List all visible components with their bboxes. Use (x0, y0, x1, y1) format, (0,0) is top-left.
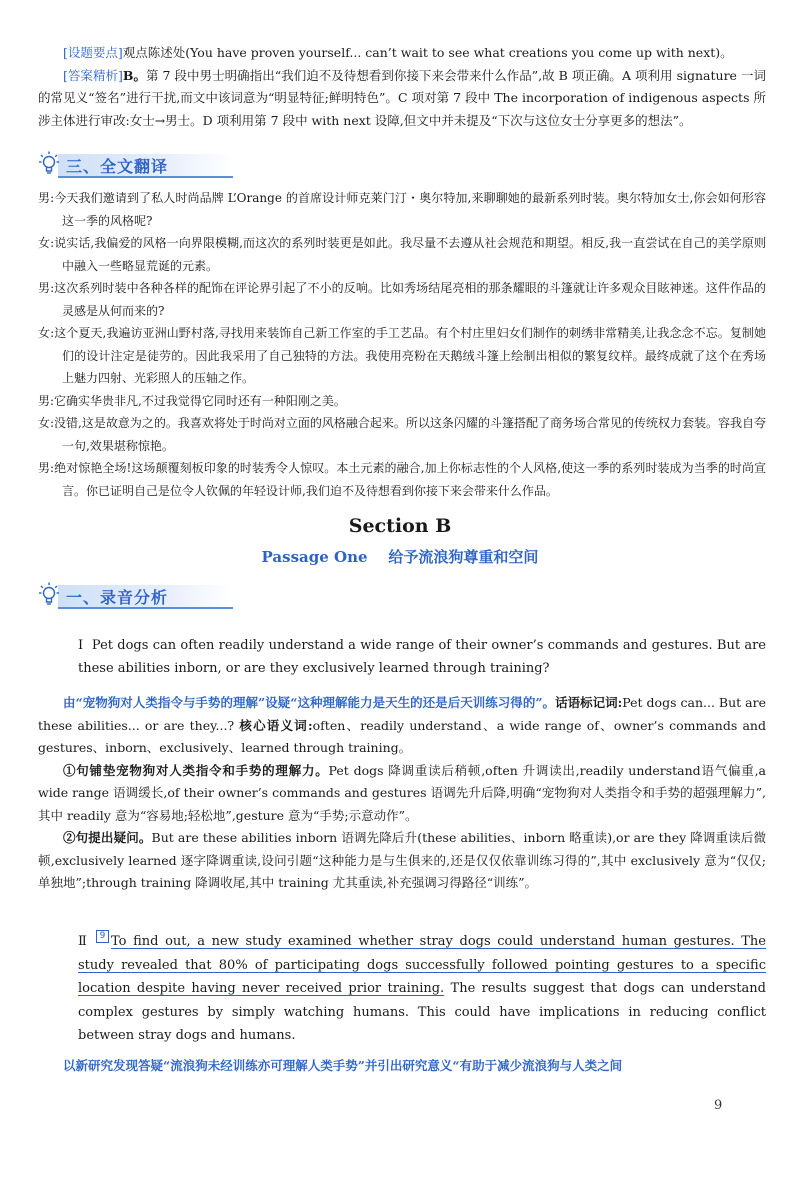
paragraph-2-rest: The results suggest that dogs can understand complex gestures by simply watching humans. This could have implications in reducing conflict between stray dogs and humans. (78, 981, 766, 1043)
sentence-1-label: ①句铺垫宠物狗对人类指令和手势的理解力。 (63, 762, 329, 778)
translation-line: 男:这次系列时装中各种各样的配饰在评论界引起了不小的反响。比如秀场结尾亮相的那条耀眼的斗篷就让许多观众目眩神迷。这件作品的灵感是从何而来的? (38, 281, 766, 318)
answer-explanation-text: 第 7 段中男士明确指出“我们迫不及待想看到你接下来会带来什么作品”,故 B 项正确。A 项利用 signature 一词的常见义“签名”进行干扰,而文中该词意为“明显特征;鲜明特色”。C 项对第 7 段中 The incorporation of indigenous aspects 所涉主体进行审改:女士→男士。D 项利用第 7 段中 with next 设障,但文中并未提及“下次与这位女士分享更多的想法”。 (38, 67, 766, 128)
marker-label: 话语标记词: (555, 695, 623, 710)
sentence-1-analysis (38, 760, 766, 828)
answer-explanation-tag: [答案精析] (63, 67, 123, 83)
core-label: 核心语义词: (239, 717, 313, 733)
lightbulb-icon (38, 581, 60, 611)
sentence-2-analysis (38, 827, 766, 895)
answer-explanation-paragraph (38, 65, 766, 133)
heading-translation (38, 150, 228, 180)
lightbulb-icon (38, 150, 60, 180)
paragraph-2-analysis-text: 以新研究发现答疑“流浪狗未经训练亦可理解人类手势”并引出研究意义“有助于减少流浪狗与人类之间 (63, 1058, 623, 1073)
paragraph-2-analysis (38, 1055, 766, 1078)
passage-title-line (0, 546, 800, 567)
heading-recording-analysis (38, 581, 228, 611)
answer-letter: B。 (122, 67, 147, 83)
translation-line: 男:今天我们邀请到了私人时尚品牌 L’Orange 的首席设计师克莱门汀・奥尔特加,来聊聊她的最新系列时装。奥尔特加女士,你会如何形容这一季的风格呢? (38, 191, 766, 228)
translation-block (38, 187, 766, 502)
heading-recording-label: 一、录音分析 (66, 587, 169, 607)
translation-line: 女:说实话,我偏爱的风格一向界限模糊,而这次的系列时装更是如此。我尽量不去遵从社会规范和期望。相反,我一直尝试在自己的美学原则中融入一些略显荒诞的元素。 (38, 236, 766, 273)
translation-line: 女:这个夏天,我遍访亚洲山野村落,寻找用来装饰自己新工作室的手工艺品。有个村庄里妇女们制作的刺绣非常精美,让我念念不忘。复制她们的设计注定是徒劳的。因此我采用了自己独特的方法。我使用亮粉在天鹅绒斗篷上绘制出相似的繁复纹样。最终成就了这个在秀场上魅力四射、光彩照人的压轴之作。 (38, 326, 766, 385)
passage-paragraph-2-text (38, 930, 766, 1048)
answer-analysis-block (38, 42, 766, 132)
heading-translation-label: 三、全文翻译 (66, 156, 169, 176)
question-point-tag: [设题要点] (63, 45, 123, 60)
passage-paragraph-1 (38, 634, 766, 680)
section-title: Section B (348, 515, 452, 537)
passage-paragraph-2 (38, 930, 766, 1048)
paragraph-numeral: Ⅱ (78, 934, 90, 949)
sentence-2-text: But are these abilities inborn 语调先降后升(these abilities、inborn 略重读),or are they 降调重读后微顿,exclusively learned 逐字降调重读,设问引题“这种能力是与生俱来的,还是仅仅依靠训练习得的”,其中 exclusively 意为“仅仅;单独地”;through training 降调收尾,其中 training 尤其重读,补充强调习得路径“训练”。 (38, 830, 766, 890)
translation-line: 男:绝对惊艳全场!这场颠覆刻板印象的时装秀令人惊叹。本土元素的融合,加上你标志性的个人风格,使这一季的系列时装成为当季的时尚宣言。你已证明自己是位令人钦佩的年轻设计师,我们迫不及待想看到你接下来会带来什么作品。 (38, 461, 766, 498)
passage-paragraph-1-text (38, 634, 766, 680)
analysis-intro: 由“宠物狗对人类指令与手势的理解”设疑“这种理解能力是天生的还是后天训练习得的”。 (63, 695, 556, 710)
question-point-paragraph (38, 42, 766, 65)
analysis-intro-paragraph (38, 692, 766, 760)
core-text: often、readily understand、a wide range of、owner’s commands and gestures、inborn、exclusively、learned through training。 (38, 717, 766, 755)
paragraph-1-analysis (38, 692, 766, 895)
page-number: 9 (714, 1098, 723, 1113)
translation-line: 女:没错,这是故意为之的。我喜欢将处于时尚对立面的风格融合起来。所以这条闪耀的斗篷搭配了商务场合常见的传统权力套装。容我自夸一句,效果堪称惊艳。 (38, 416, 766, 453)
paragraph-numeral: Ⅰ (78, 638, 84, 653)
passage-label: Passage One (261, 548, 368, 566)
question-point-text: 观点陈述处(You have proven yourself... can’t wait to see what creations you come up with next)。 (122, 45, 733, 60)
paragraph-1-english: Pet dogs can often readily understand a wide range of their owner’s commands and gestures. But are these abilities inborn, or are they exclusively learned through training? (78, 638, 767, 676)
marker-text: Pet dogs can... But are these abilities... or are they...? (38, 695, 766, 733)
sentence-1-text: Pet dogs 降调重读后稍顿,often 升调读出,readily understand语气偏重,a wide range 语调缓长,of their owner’s commands and gestures 语调先升后降,明确“宠物狗对人类指令和手势的超强理解力”,其中 readily 意为“容易地;轻松地”,gesture 意为“手势;示意动作”。 (38, 762, 766, 823)
translation-line: 男:它确实华贵非凡,不过我觉得它同时还有一种阳刚之美。 (38, 393, 346, 408)
sentence-2-label: ②句提出疑问。 (63, 830, 152, 845)
question-number-badge: 9 (96, 930, 109, 943)
passage-title: 给予流浪狗尊重和空间 (388, 548, 539, 566)
paragraph-2-underlined: To find out, a new study examined whether stray dogs could understand human gestures. The study revealed that 80% of participating dogs successfully followed pointing gestures to a specific location despite having never received prior training. (78, 934, 766, 996)
